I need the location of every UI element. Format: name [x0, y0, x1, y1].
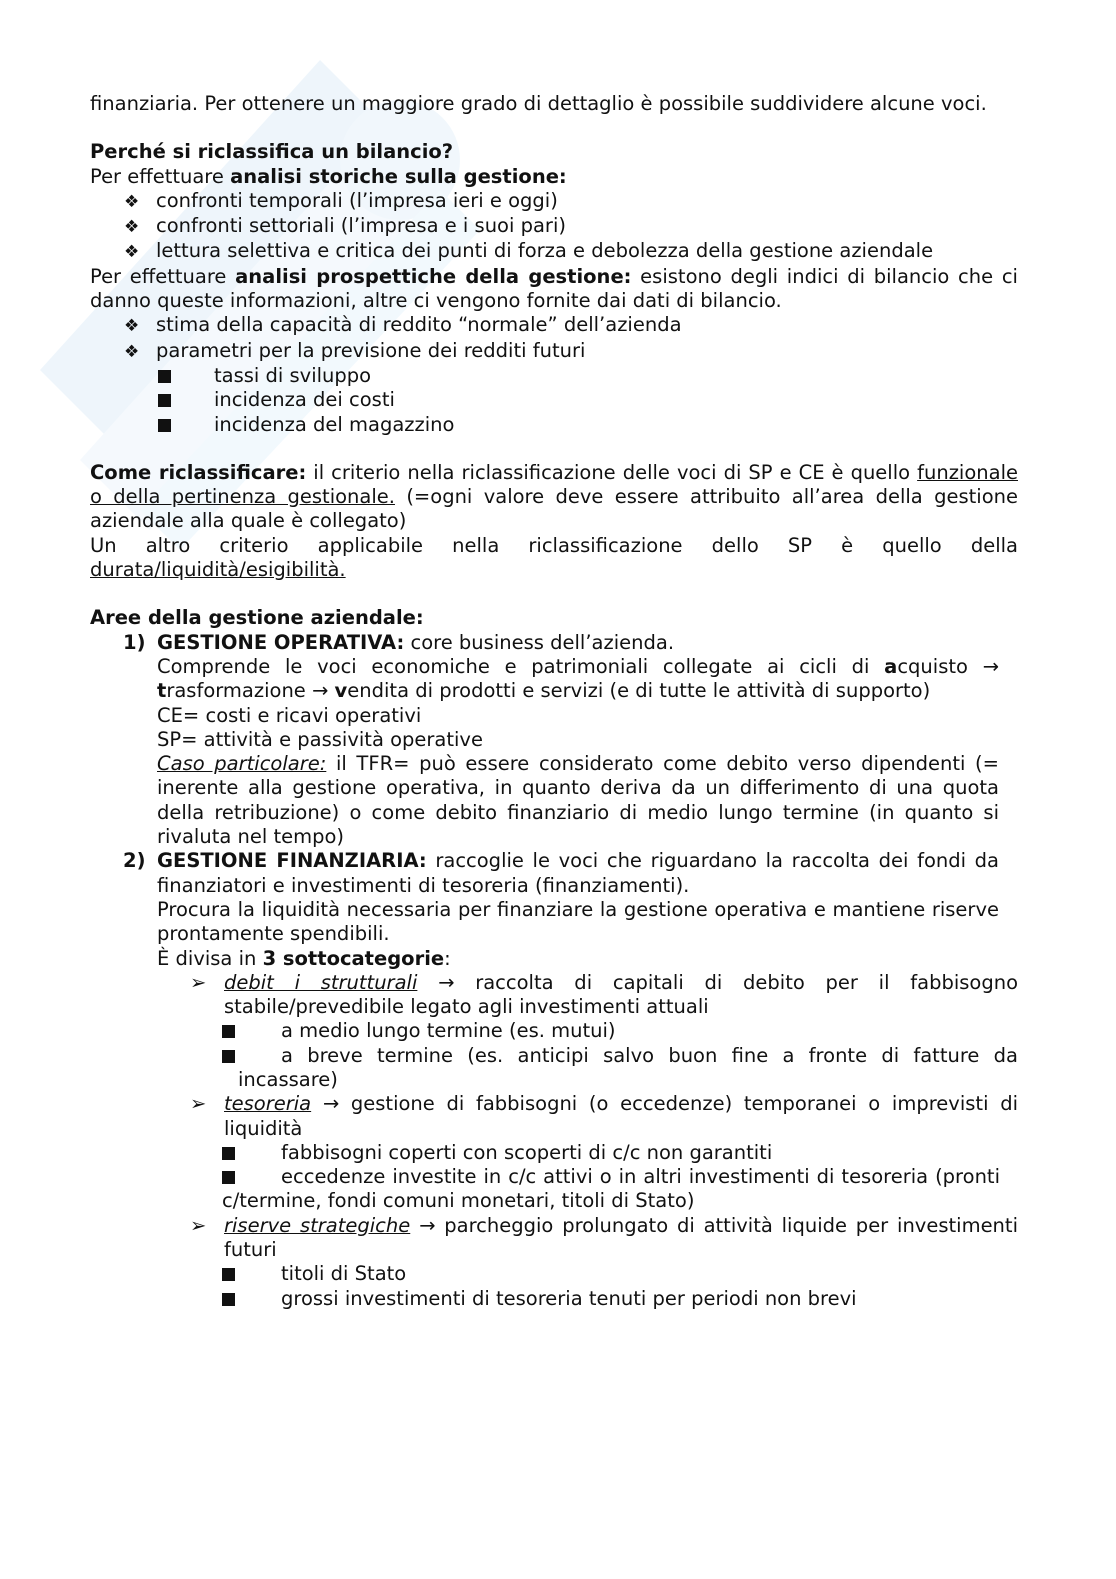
list-item: eccedenze investite in c/c attivi o in altri investimenti di tesoreria (pronti c/termine, fondi comuni monetari, titoli di Stato)	[222, 1165, 1000, 1213]
list-item: incidenza del magazzino	[90, 413, 1018, 437]
square-bullet-icon	[158, 394, 171, 407]
list-item: ❖ stima della capacità di reddito “normale” dell’azienda	[90, 313, 1018, 338]
operativa-caso-particolare: Caso particolare: il TFR= può essere considerato come debito verso dipendenti (= inerente alla gestione operativa, in quanto deriva da un differimento di una quota della retribuzione) o come debito finanziario di medio lungo termine (in quanto si rivaluta nel tempo)	[157, 752, 999, 849]
spacer	[90, 116, 1018, 140]
why-heading: Perché si riclassifica un bilancio?	[90, 140, 454, 164]
list-item: a medio lungo termine (es. mutui)	[90, 1019, 1018, 1043]
diamond-bullet-icon: ❖	[124, 341, 140, 362]
spacer	[90, 582, 1018, 606]
square-bullet-icon	[222, 1147, 235, 1160]
square-bullet-icon	[158, 370, 171, 383]
list-item: a breve termine (es. anticipi salvo buon fine a fronte di fatture da incassare)	[90, 1044, 1018, 1093]
diamond-bullet-icon: ❖	[124, 217, 140, 238]
square-bullet-icon	[222, 1293, 235, 1306]
operativa-comprende: Comprende le voci economiche e patrimoniali collegate ai cicli di acquisto → trasformazione → vendita di prodotti e servizi (e di tutte le attività di supporto)	[157, 654, 999, 703]
square-bullet-icon	[222, 1025, 235, 1038]
sottocategoria-tesoreria: ➢ tesoreria → gestione di fabbisogni (o eccedenze) temporanei o imprevisti di liquidità	[190, 1092, 1018, 1140]
list-item: incidenza dei costi	[90, 388, 1018, 412]
diamond-bullet-icon: ❖	[124, 316, 140, 337]
list-item: ❖ parametri per la previsione dei redditi futuri	[90, 339, 1018, 364]
criterio-line: Un altro criterio applicabile nella riclassificazione dello SP è quello della	[90, 533, 1018, 557]
how-paragraph: Come riclassificare: il criterio nella riclassificazione delle voci di SP e CE è quello funzionale o della pertinenza gestionale. (=ogni valore deve essere attribuito all’area della gestione aziendale alla quale è collegato)	[90, 460, 1018, 533]
arrow-bullet-icon: ➢	[190, 1213, 207, 1237]
square-bullet-icon	[222, 1268, 235, 1281]
list-item: ❖ confronti temporali (l’impresa ieri e oggi)	[90, 189, 1018, 214]
square-bullet-icon	[222, 1171, 235, 1184]
arrow-bullet-icon: ➢	[190, 970, 207, 994]
square-bullet-icon	[222, 1050, 235, 1063]
list-item: ❖ confronti settoriali (l’impresa e i suoi pari)	[90, 214, 1018, 239]
list-item: tassi di sviluppo	[90, 364, 1018, 388]
list-item: grossi investimenti di tesoreria tenuti per periodi non brevi	[90, 1287, 1018, 1311]
criterio-underlined: durata/liquidità/esigibilità.	[90, 558, 346, 582]
list-item: ❖ lettura selettiva e critica dei punti di forza e debolezza della gestione aziendale	[90, 239, 1018, 264]
list-item: titoli di Stato	[90, 1262, 1018, 1286]
list-item: fabbisogni coperti con scoperti di c/c non garantiti	[90, 1141, 1018, 1165]
finanziaria-divisa: È divisa in 3 sottocategorie:	[157, 946, 451, 970]
sottocategoria-debiti-strutturali: ➢ debit i strutturali → raccolta di capitali di debito per il fabbisogno stabile/prevedibile legato agli investimenti attuali	[190, 970, 1019, 1019]
gestione-operativa-item: 1) GESTIONE OPERATIVA: core business dell’azienda.	[123, 630, 675, 654]
diamond-bullet-icon: ❖	[124, 191, 140, 212]
document-content	[90, 92, 1018, 1311]
arrow-bullet-icon: ➢	[190, 1092, 207, 1116]
finanziaria-procura: Procura la liquidità necessaria per finanziare la gestione operativa e mantiene riserve prontamente spendibili.	[157, 897, 999, 946]
operativa-sp: SP= attività e passività operative	[157, 727, 483, 751]
diamond-bullet-icon: ❖	[124, 242, 140, 263]
operativa-ce: CE= costi e ricavi operativi	[157, 703, 422, 727]
square-bullet-icon	[158, 419, 171, 432]
sottocategoria-riserve-strategiche: ➢ riserve strategiche → parcheggio prolungato di attività liquide per investimenti futuri	[190, 1213, 1018, 1262]
gestione-finanziaria-item: 2) GESTIONE FINANZIARIA: raccoglie le voci che riguardano la raccolta dei fondi da finanziatori e investimenti di tesoreria (finanziamenti).	[123, 849, 1000, 897]
spacer	[90, 437, 1018, 461]
prospettiche-paragraph: Per effettuare analisi prospettiche della gestione: esistono degli indici di bilancio che ci danno queste informazioni, altre ci vengono fornite dai dati di bilancio.	[90, 264, 1018, 313]
storiche-line: Per effettuare analisi storiche sulla gestione:	[90, 164, 567, 188]
intro-paragraph: finanziaria. Per ottenere un maggiore grado di dettaglio è possibile suddividere alcune voci.	[90, 92, 987, 115]
areas-heading: Aree della gestione aziendale:	[90, 606, 424, 630]
